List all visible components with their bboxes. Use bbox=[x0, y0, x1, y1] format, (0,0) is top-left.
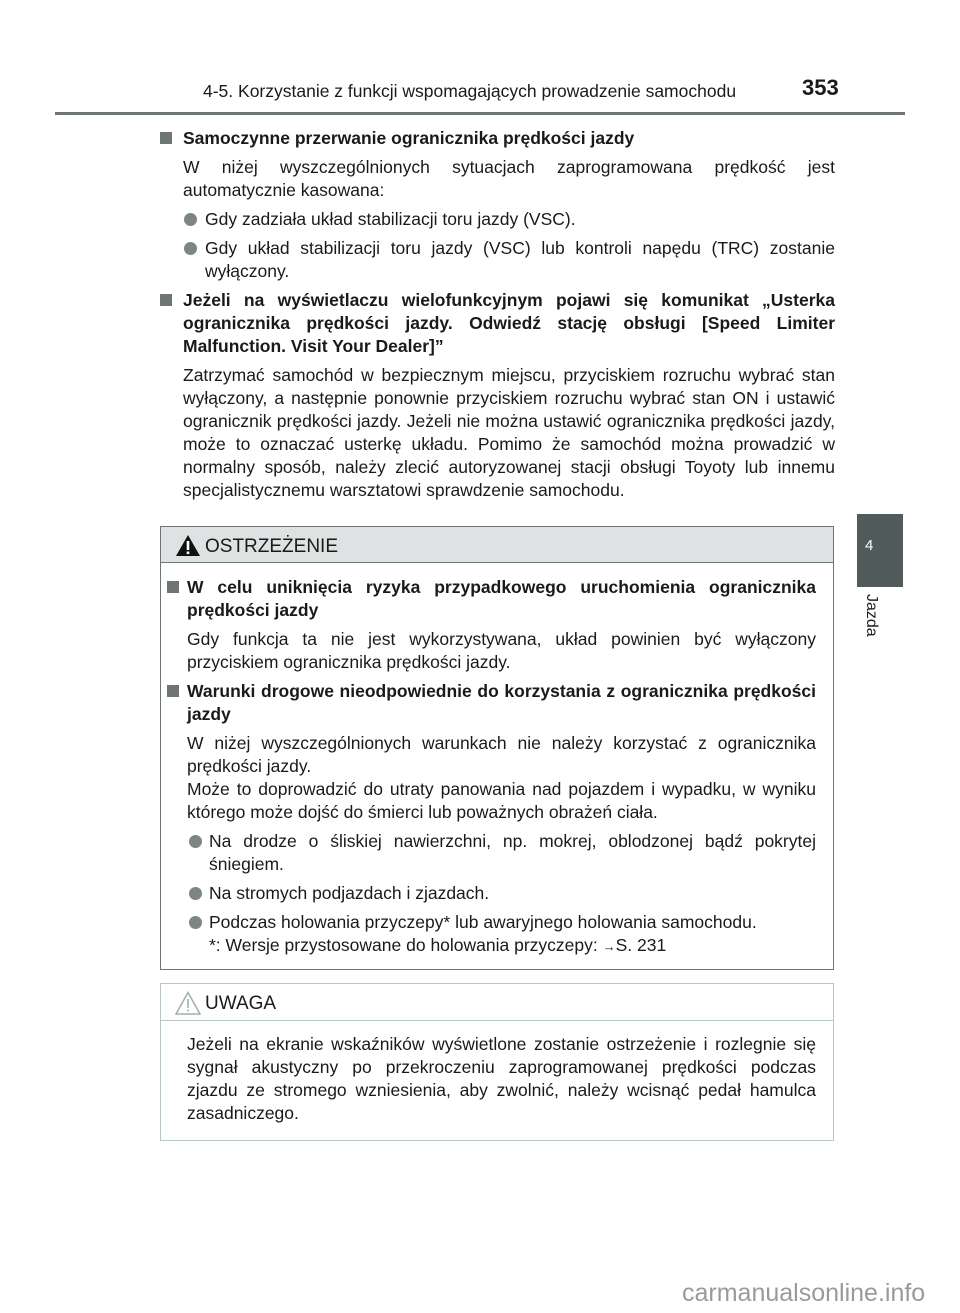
section-heading: Samoczynne przerwanie ogranicznika prędkości jazdy bbox=[160, 127, 835, 150]
square-bullet-icon bbox=[167, 685, 179, 697]
list-item: Gdy układ stabilizacji toru jazdy (VSC) lub kontroli napędu (TRC) zostanie wyłączony. bbox=[160, 237, 835, 283]
header-rule bbox=[55, 112, 905, 115]
paragraph: Zatrzymać samochód w bezpiecznym miejscu, przyciskiem rozruchu wybrać stan wyłączony, a następnie ponownie przyciskiem rozruchu wybrać stan ON i ustawić ogranicznik prędkości jazdy. Jeżeli nie można ustawić ogranicznika prędkości jazdy, może to oznaczać usterkę układu. Pomimo że samochód można prowadzić w normalny sposób, należy zlecić autoryzowanej stacji obsługi Toyoty lub innemu specjalistycznemu warsztatowi sprawdzenie samochodu. bbox=[183, 365, 835, 500]
arrow-right-icon: → bbox=[602, 939, 616, 954]
chapter-tab: 4 bbox=[857, 514, 903, 587]
paragraph: Może to doprowadzić do utraty panowania nad pojazdem i wypadku, w wyniku którego może dojść do śmierci lub poważnych obrażeń ciała. bbox=[187, 779, 816, 822]
square-bullet-icon bbox=[160, 294, 172, 306]
section-heading: Warunki drogowe nieodpowiednie do korzystania z ogranicznika prędkości jazdy bbox=[167, 680, 816, 726]
section-heading: W celu uniknięcia ryzyka przypadkowego uruchomienia ogranicznika prędkości jazdy bbox=[167, 576, 816, 622]
running-header: 4-5. Korzystanie z funkcji wspomagających prowadzenie samochodu bbox=[203, 81, 737, 101]
list-item: Gdy zadziała układ stabilizacji toru jazdy (VSC). bbox=[160, 208, 835, 231]
warning-header: OSTRZEŻENIE bbox=[161, 527, 833, 563]
warning-triangle-icon bbox=[175, 534, 201, 557]
bullet-icon bbox=[189, 887, 202, 900]
paragraph: W niżej wyszczególnionych sytuacjach zaprogramowana prędkość jest automatycznie kasowana: bbox=[183, 157, 835, 200]
page-reference-link[interactable]: S. 231 bbox=[615, 935, 667, 955]
list-item: Na stromych podjazdach i zjazdach. bbox=[167, 882, 816, 905]
main-content bbox=[160, 127, 835, 508]
square-bullet-icon bbox=[160, 132, 172, 144]
paragraph: W niżej wyszczególnionych warunkach nie należy korzystać z ogranicznika prędkości jazdy. bbox=[187, 733, 816, 776]
warning-box bbox=[160, 526, 834, 970]
watermark: carmanualsonline.info bbox=[682, 1279, 926, 1307]
notice-header: UWAGA bbox=[161, 984, 833, 1021]
page-number: 353 bbox=[802, 75, 839, 100]
list-item: Na drodze o śliskiej nawierzchni, np. mokrej, oblodzonej bądź pokrytej śniegiem. bbox=[167, 830, 816, 876]
footnote: *: Wersje przystosowane do holowania przyczepy: →S. 231 bbox=[209, 935, 667, 955]
square-bullet-icon bbox=[167, 581, 179, 593]
notice-text: Jeżeli na ekranie wskaźników wyświetlone zostanie ostrzeżenie i rozlegnie się sygnał akustyczny po przekroczeniu zaprogramowanej prędkości podczas zjazdu ze stromego wzniesienia, aby zwolnić, należy wcisnąć pedał hamulca zasadniczego. bbox=[187, 1034, 816, 1123]
bullet-icon bbox=[184, 213, 197, 226]
notice-box bbox=[160, 983, 834, 1141]
section-heading: Jeżeli na wyświetlaczu wielofunkcyjnym pojawi się komunikat „Usterka ogranicznika prędkości jazdy. Odwiedź stację obsługi [Speed Limiter Malfunction. Visit Your Dealer]” bbox=[160, 289, 835, 358]
chapter-label: Jazda bbox=[863, 594, 880, 637]
bullet-icon bbox=[189, 835, 202, 848]
bullet-icon bbox=[184, 242, 197, 255]
bullet-icon bbox=[189, 916, 202, 929]
caution-triangle-icon bbox=[175, 991, 201, 1015]
paragraph: Gdy funkcja ta nie jest wykorzystywana, układ powinien być wyłączony przyciskiem ogranicznika prędkości jazdy. bbox=[187, 629, 816, 672]
list-item: Podczas holowania przyczepy* lub awaryjnego holowania samochodu. bbox=[167, 911, 816, 934]
